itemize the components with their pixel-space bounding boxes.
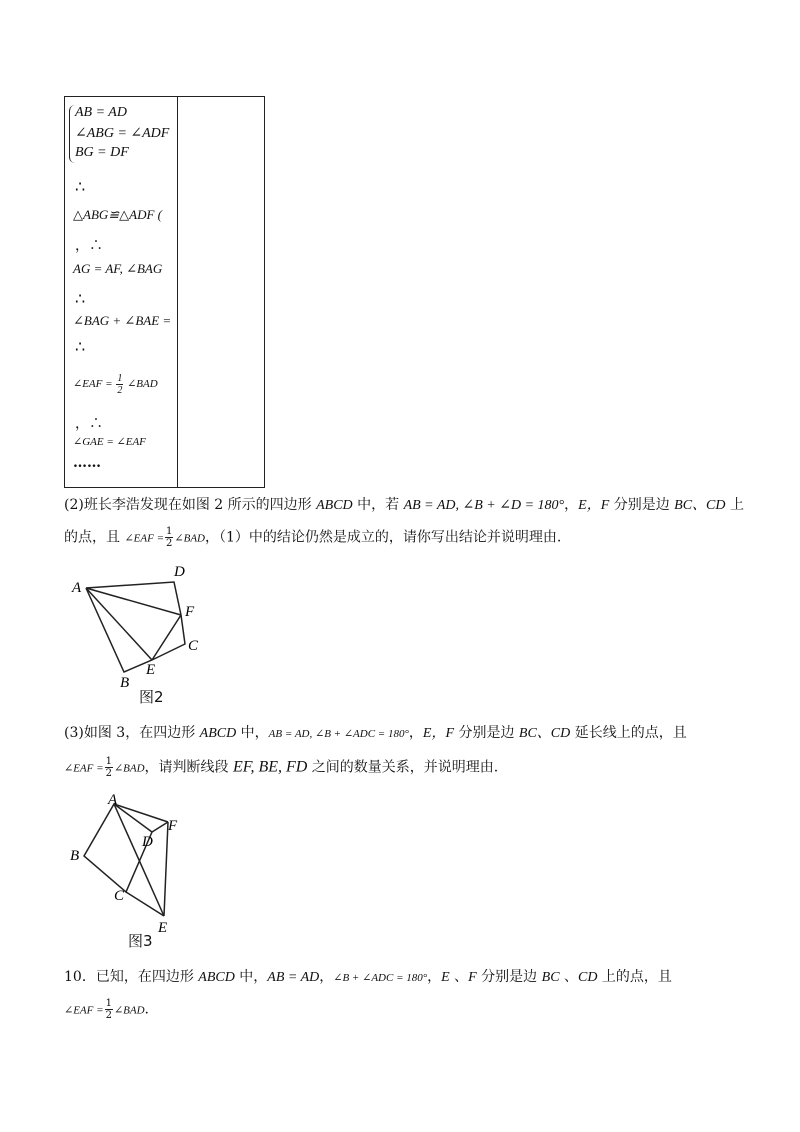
segment-fe — [164, 822, 168, 916]
label-d: D — [174, 564, 185, 580]
proof-line-bg-df: BG = DF — [75, 145, 129, 160]
proof-line-angle-equal: ∠ABG = ∠ADF — [75, 126, 170, 141]
proof-table — [64, 96, 265, 488]
figure-3 — [60, 790, 200, 950]
proof-line-bag-bae: ∠BAG + ∠BAE = — [73, 313, 172, 328]
fraction-half: $\frac{1}{2}$ — [117, 373, 123, 396]
segment-af — [86, 588, 181, 615]
label-b: B — [70, 848, 80, 864]
label-a: A — [72, 580, 82, 596]
label-d: D — [142, 834, 153, 850]
label-f: F — [168, 818, 178, 834]
q3-line-1: (3)如图 3，在四边形 ABCD 中，AB = AD, ∠B + ∠ADC = 180°，E，F 分别是边 BC、CD 延长线上的点，且 — [64, 725, 687, 741]
label-a: A — [108, 792, 118, 808]
label-f: F — [185, 604, 195, 620]
table-divider — [177, 97, 178, 487]
figure-3-caption: 图3 — [128, 932, 153, 950]
figure-2 — [60, 560, 220, 690]
q10-line-2: ∠EAF = $\frac{1}{2}$ ∠BAD. — [64, 998, 149, 1021]
label-b: B — [120, 675, 130, 690]
proof-line-gae-eaf: ∠GAE = ∠EAF — [73, 436, 146, 448]
quadrilateral-abcd — [86, 582, 185, 672]
q3-line-2: ∠EAF = $\frac{1}{2}$ ∠BAD，请判断线段 EF, BE, FD 之间的数量关系，并说明理由. — [64, 756, 499, 779]
proof-line-eaf-half: ∠EAF = $\frac{1}{2}$ ∠BAD — [73, 373, 158, 396]
fraction-half: $\frac{1}{2}$ — [105, 998, 112, 1021]
figure-2-caption: 图2 — [139, 688, 164, 706]
segment-df — [152, 822, 168, 832]
q10-line-1: 10．已知，在四边形 ABCD 中，AB = AD，∠B + ∠ADC = 180°，E 、F 分别是边 BC 、CD 上的点，且 — [64, 969, 672, 985]
fraction-half: $\frac{1}{2}$ — [105, 756, 112, 779]
therefore-symbol: ∴ — [75, 289, 86, 308]
q2-line-1: (2)班长李浩发现在如图 2 所示的四边形 ABCD 中，若 AB = AD, ∠B + ∠D = 180°，E，F 分别是边 BC、CD 上 — [64, 497, 744, 513]
label-c: C — [188, 638, 199, 654]
therefore-symbol: ∴ — [75, 177, 86, 196]
label-c: C — [114, 888, 125, 904]
proof-line-ab-ad: AB = AD — [75, 105, 127, 120]
q2-line-2: 的点，且 ∠EAF = $\frac{1}{2}$ ∠BAD，（1）中的结论仍然是成立的，请你写出结论并说明理由. — [64, 526, 562, 549]
label-e: E — [158, 920, 168, 936]
comma-therefore: ，∴ — [75, 416, 103, 432]
fraction-half: $\frac{1}{2}$ — [166, 526, 173, 549]
segment-ae — [86, 588, 152, 660]
segment-af — [114, 804, 168, 822]
proof-line-ag-af: AG = AF, ∠BAG — [73, 261, 163, 276]
label-e: E — [146, 662, 156, 678]
proof-line-congruent: △ABG≌△ADF ( — [73, 207, 163, 222]
ellipsis: …… — [73, 455, 101, 471]
therefore-symbol: ∴ — [75, 337, 86, 356]
comma-therefore: ，∴ — [75, 238, 103, 254]
